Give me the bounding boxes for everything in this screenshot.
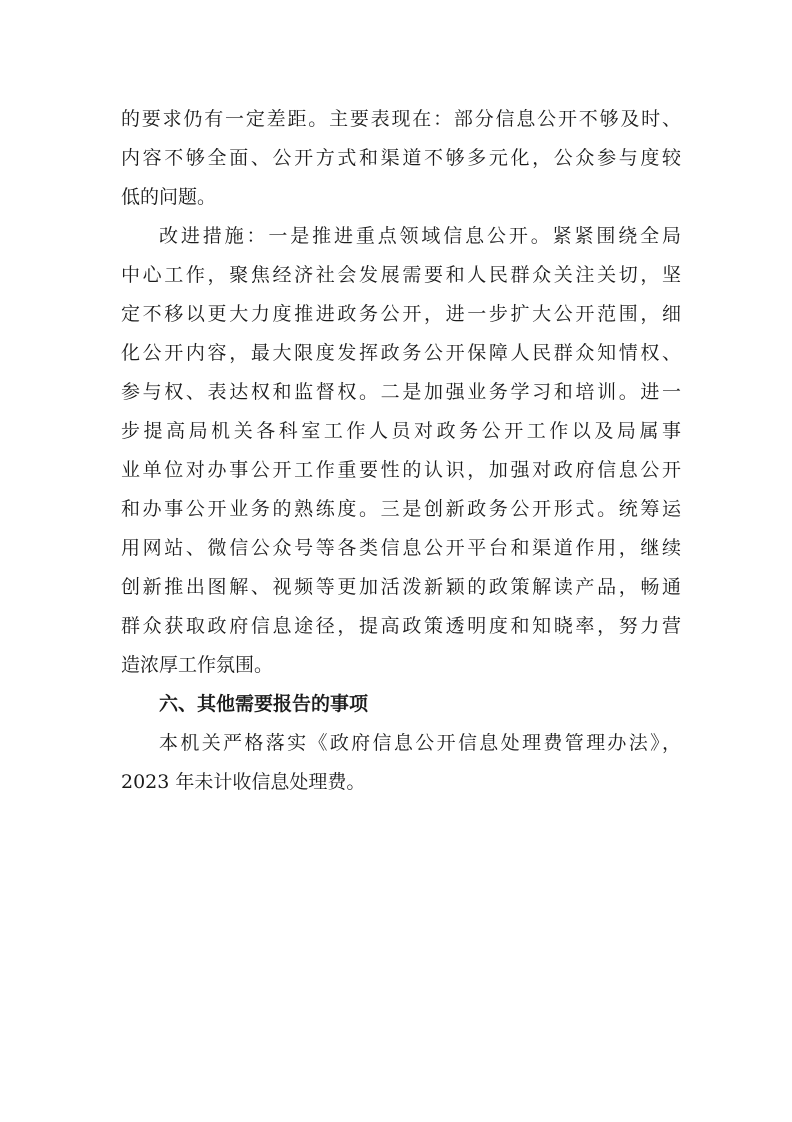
text-line: 定不移以更大力度推进政务公开，进一步扩大公开范围，细 <box>121 303 681 325</box>
text-line: 造浓厚工作氛围。 <box>121 654 274 676</box>
text-line: 和办事公开业务的熟练度。三是创新政务公开形式。统筹运 <box>121 498 681 520</box>
paragraph-disclosure-shortcomings <box>121 100 681 217</box>
text-line: 用网站、微信公众号等各类信息公开平台和渠道作用，继续 <box>121 537 681 559</box>
text-line: 业单位对办事公开工作重要性的认识，加强对政府信息公开 <box>121 459 681 481</box>
section-heading-other-matters: 六、其他需要报告的事项 <box>159 693 369 715</box>
text-line: 内容不够全面、公开方式和渠道不够多元化，公众参与度较 <box>121 147 681 169</box>
text-line: 创新推出图解、视频等更加活泼新颖的政策解读产品，畅通 <box>121 576 681 598</box>
document-body <box>121 100 681 802</box>
text-line: 群众获取政府信息途径，提高政策透明度和知晓率，努力营 <box>121 615 681 637</box>
text-line: 中心工作，聚焦经济社会发展需要和人民群众关注关切，坚 <box>121 264 681 286</box>
text-line: 化公开内容，最大限度发挥政务公开保障人民群众知情权、 <box>121 342 681 364</box>
text-line: 的要求仍有一定差距。主要表现在：部分信息公开不够及时、 <box>121 108 681 130</box>
text-line: 低的问题。 <box>121 186 217 208</box>
text-line: 步提高局机关各科室工作人员对政务公开工作以及局属事 <box>121 420 681 442</box>
paragraph-improvement-measures <box>121 217 681 685</box>
text-line: 本机关严格落实《政府信息公开信息处理费管理办法》， <box>159 732 681 754</box>
text-line: 2023 年未计收信息处理费。 <box>121 771 366 793</box>
paragraph-processing-fees <box>121 724 681 802</box>
text-line: 改进措施：一是推进重点领域信息公开。紧紧围绕全局 <box>159 225 681 247</box>
text-line: 参与权、表达权和监督权。二是加强业务学习和培训。进一 <box>121 381 681 403</box>
